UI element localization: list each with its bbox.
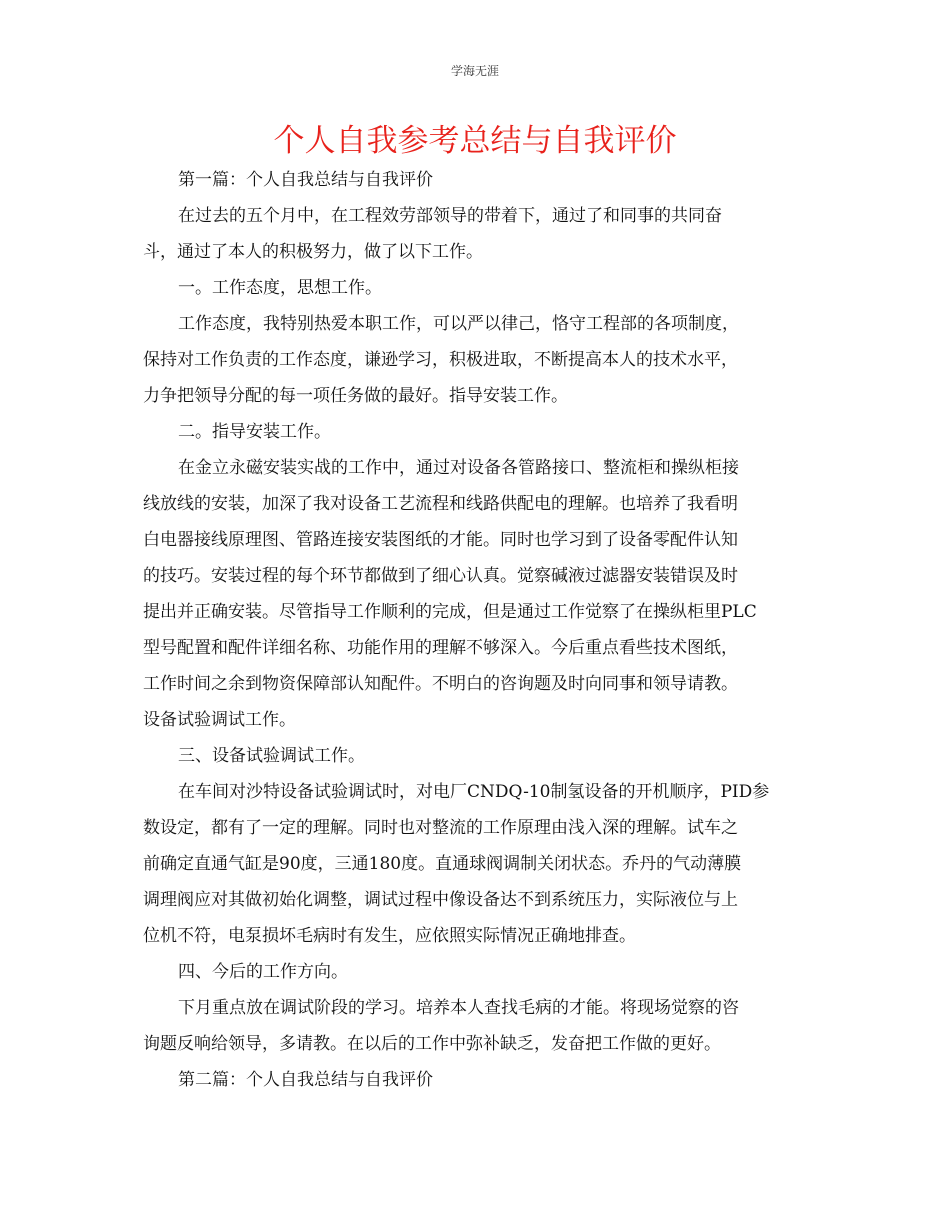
text-line: 四、今后的工作方向。 — [178, 962, 348, 982]
text-line: 调理阀应对其做初始化调整，调试过程中像设备达不到系统压力，实际液位与上 — [143, 890, 738, 910]
text-line: 力争把领导分配的每一项任务做的最好。指导安装工作。 — [143, 386, 568, 406]
text-line: 型号配置和配件详细名称、功能作用的理解不够深入。今后重点看些技术图纸， — [143, 638, 738, 658]
text-line: 一。工作态度，思想工作。 — [178, 278, 382, 298]
text-line: 三、设备试验调试工作。 — [178, 746, 365, 766]
text-line: 二。指导安装工作。 — [178, 422, 331, 442]
text-line: 斗，通过了本人的积极努力，做了以下工作。 — [143, 242, 483, 262]
text-line: 白电器接线原理图、管路连接安装图纸的才能。同时也学习到了设备零配件认知 — [143, 530, 738, 550]
text-line: 工作态度，我特别热爱本职工作，可以严以律己，恪守工程部的各项制度， — [178, 314, 739, 334]
text-line: 在金立永磁安装实战的工作中，通过对设备各管路接口、整流柜和操纵柜接 — [178, 458, 739, 478]
text-line: 在车间对沙特设备试验调试时，对电厂CNDQ-10制氢设备的开机顺序，PID参 — [178, 782, 770, 802]
text-line: 数设定，都有了一定的理解。同时也对整流的工作原理由浅入深的理解。试车之 — [143, 818, 738, 838]
text-line: 的技巧。安装过程的每个环节都做到了细心认真。觉察碱液过滤器安装错误及时 — [143, 566, 738, 586]
text-line: 线放线的安装，加深了我对设备工艺流程和线路供配电的理解。也培养了我看明 — [143, 494, 738, 514]
document-title: 个人自我参考总结与自我评价 — [273, 123, 677, 159]
text-line: 第二篇：个人自我总结与自我评价 — [178, 1070, 433, 1090]
text-line: 设备试验调试工作。 — [143, 710, 296, 730]
text-line: 第一篇：个人自我总结与自我评价 — [178, 170, 433, 190]
text-line: 提出并正确安装。尽管指导工作顺利的完成，但是通过工作觉察了在操纵柜里PLC — [143, 602, 757, 622]
text-line: 保持对工作负责的工作态度，谦逊学习，积极进取，不断提高本人的技术水平， — [143, 350, 738, 370]
document-body — [143, 162, 808, 1098]
text-line: 在过去的五个月中，在工程效劳部领导的带着下，通过了和同事的共同奋 — [178, 206, 722, 226]
page-header: 学海无涯 — [450, 64, 499, 78]
text-line: 位机不符，电泵损坏毛病时有发生，应依照实际情况正确地排查。 — [143, 926, 636, 946]
text-line: 下月重点放在调试阶段的学习。培养本人查找毛病的才能。将现场觉察的咨 — [178, 998, 739, 1018]
text-line: 工作时间之余到物资保障部认知配件。不明白的咨询题及时向同事和领导请教。 — [143, 674, 738, 694]
text-line: 前确定直通气缸是90度，三通180度。直通球阀调制关闭状态。乔丹的气动薄膜 — [143, 854, 742, 874]
text-line: 询题反响给领导，多请教。在以后的工作中弥补缺乏，发奋把工作做的更好。 — [143, 1034, 721, 1054]
